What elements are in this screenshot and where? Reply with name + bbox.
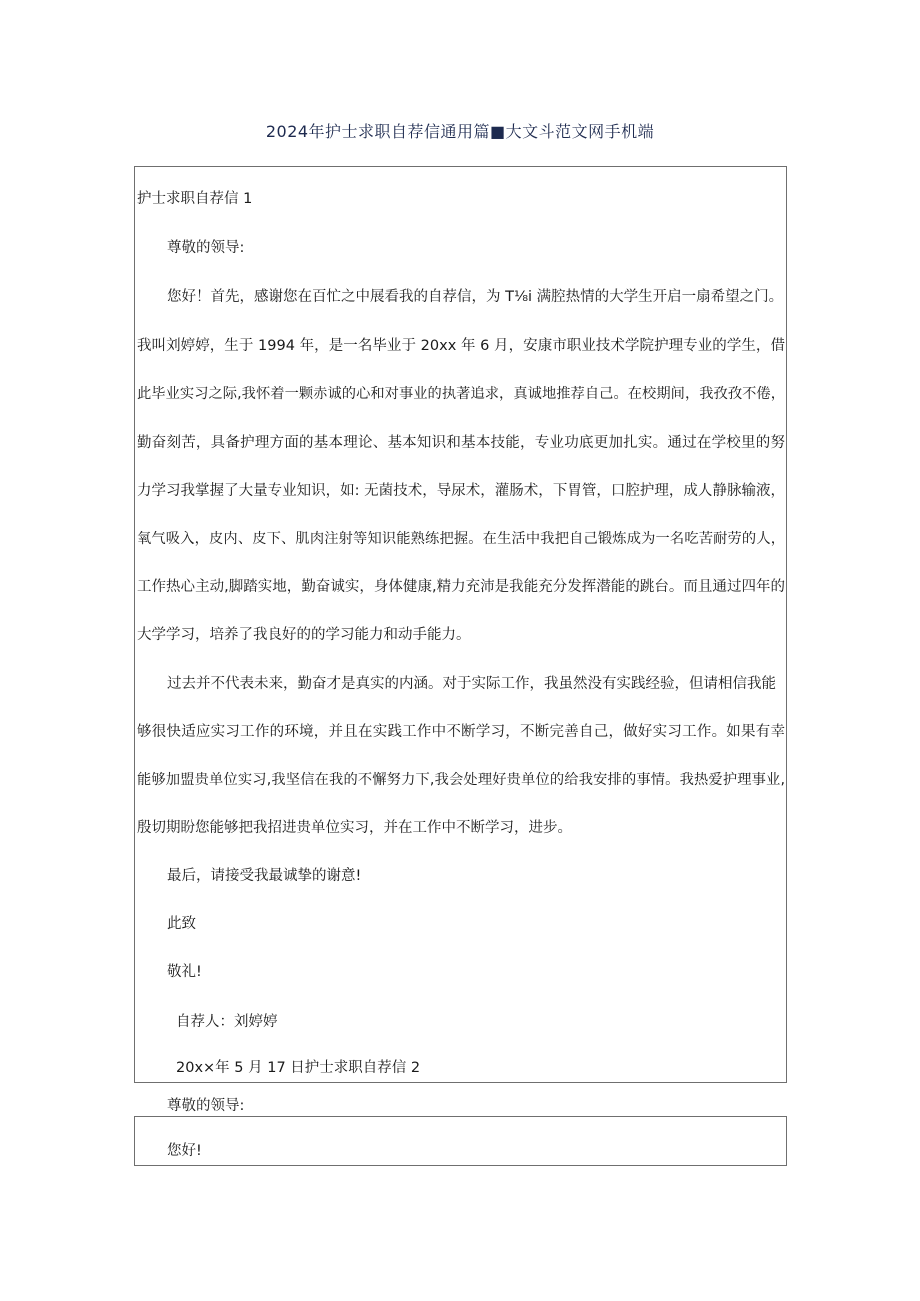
paragraph-line: 够很快适应实习工作的环境，并且在实践工作中不断学习，不断完善自己，做好实习工作。如果有幸 [137, 724, 785, 740]
signer: 自荐人：刘婷婷 [176, 1014, 278, 1030]
paragraph-line: 能够加盟贵单位实习,我坚信在我的不懈努力下,我会处理好贵单位的给我安排的事情。我热爱护理事业, [137, 772, 785, 788]
paragraph-line: 大学学习，培养了我良好的的学习能力和动手能力。 [137, 627, 471, 643]
paragraph-line: 勤奋刻苦，具备护理方面的基本理论、基本知识和基本技能，专业功底更加扎实。通过在学校里的努 [137, 435, 785, 451]
salutation: 尊敬的领导: [167, 240, 245, 256]
document-title: 2024年护士求职自荐信通用篇■大文斗范文网手机端 [265, 122, 655, 141]
closing-thanks: 最后，请接受我最诚挚的谢意! [167, 868, 362, 884]
paragraph-line: 殷切期盼您能够把我招进贵单位实习，并在工作中不断学习，进步。 [137, 820, 572, 836]
closing-jingli: 敬礼! [167, 964, 202, 980]
paragraph-line: 氧气吸入，皮内、皮下、肌肉注射等知识能熟练把握。在生活中我把自己锻炼成为一名吃苦耐劳的人， [137, 531, 785, 547]
letter-heading: 护士求职自荐信 1 [137, 191, 253, 207]
date-line: 20x×年 5 月 17 日护士求职自荐信 2 [176, 1060, 421, 1076]
letter-2-frame [134, 1116, 787, 1166]
paragraph-line: 我叫刘婷婷，生于 1994 年，是一名毕业于 20xx 年 6 月，安康市职业技术学院护理专业的学生，借 [137, 338, 785, 354]
paragraph-line: 工作热心主动,脚踏实地，勤奋诚实，身体健康,精力充沛是我能充分发挥潜能的跳台。而且通过四年的 [137, 579, 785, 595]
paragraph-line: 力学习我掌握了大量专业知识，如: 无菌技术，导尿术，灌肠术，下胃管，口腔护理，成人静脉输液， [137, 483, 785, 499]
paragraph-first-line: 过去并不代表未来，勤奋才是真实的内涵。对于实际工作，我虽然没有实践经验，但请相信我能 [167, 676, 776, 692]
letter-2-greeting: 您好! [167, 1143, 202, 1159]
closing-cizhi: 此致 [167, 916, 196, 932]
letter-2-salutation: 尊敬的领导: [167, 1098, 245, 1114]
paragraph-line: 此毕业实习之际,我怀着一颗赤诚的心和对事业的执著追求，真诚地推荐自己。在校期间，我孜孜不倦， [137, 386, 785, 402]
greeting-paragraph: 您好！首先，感谢您在百忙之中展看我的自荐信，为 T⅛i 满腔热情的大学生开启一扇希望之门。 [167, 289, 784, 305]
